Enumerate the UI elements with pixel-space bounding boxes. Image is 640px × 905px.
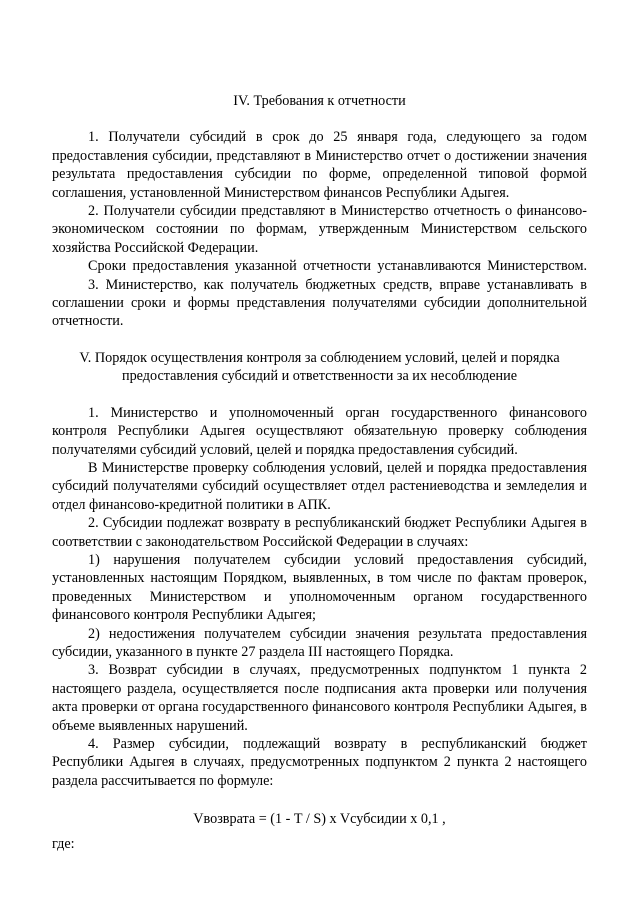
section-5-paragraph-7: 4. Размер субсидии, подлежащий возврату в республиканский бюджет Республики Адыгея в случаях, предусмотренных подпунктом 2 пункта 2 настоящего раздела рассчитывается по формуле: <box>52 736 587 789</box>
refund-formula: Vвозврата = (1 - T / S) x Vсубсидии x 0,1 , <box>193 811 446 828</box>
section-5-paragraph-4: 1) нарушения получателем субсидии условий предоставления субсидий, установленных настоящим Порядком, выявленных, в том числе по фактам проверок, проведенных Министерством и уполномоченным органом государственного финансового контроля Республики Адыгея; <box>52 551 587 624</box>
formula-where-label: где: <box>52 835 75 852</box>
section-5-title: V. Порядок осуществления контроля за соблюдением условий, целей и порядка предоставления субсидий и ответственности за их несоблюдение <box>79 349 560 385</box>
section-4-paragraph-3: Сроки предоставления указанной отчетности устанавливаются Министерством. <box>88 258 587 275</box>
section-5-paragraph-5: 2) недостижения получателем субсидии значения результата предоставления субсидии, указанного в пункте 27 раздела III настоящего Порядка. <box>52 625 587 660</box>
section-5-paragraph-3: 2. Субсидии подлежат возврату в республиканский бюджет Республики Адыгея в соответствии с законодательством Российской Федерации в случаях: <box>52 515 587 550</box>
document-page <box>52 92 587 853</box>
section-4-paragraph-2: 2. Получатели субсидии представляют в Министерство отчетность о финансово-экономическом состоянии по формам, утвержденным Министерством сельского хозяйства Российской Федерации. <box>52 203 587 256</box>
section-4-title: IV. Требования к отчетности <box>233 93 406 109</box>
section-4-paragraph-1: 1. Получатели субсидий в срок до 25 января года, следующего за годом предоставления субсидии, представляют в Министерство отчет о достижении значения результата предоставления субсидии по форме, определенной типовой формой соглашения, установленной Министерством финансов Республики Адыгея. <box>52 129 587 201</box>
section-5-paragraph-2: В Министерстве проверку соблюдения условий, целей и порядка предоставления субсидий получателями субсидий осуществляет отдел растениеводства и земледелия и отдел финансово-кредитной политики в АПК. <box>52 459 587 513</box>
section-5-paragraph-1: 1. Министерство и уполномоченный орган государственного финансового контроля Республики Адыгея осуществляют обязательную проверку соблюдения получателями субсидий условий, целей и порядка предоставления субсидий. <box>52 404 587 458</box>
section-4-paragraph-4: 3. Министерство, как получатель бюджетных средств, вправе устанавливать в соглашении сроки и формы представления получателями субсидии дополнительной отчетности. <box>52 276 587 330</box>
section-5-paragraph-6: 3. Возврат субсидии в случаях, предусмотренных подпунктом 1 пункта 2 настоящего раздела, осуществляется после подписания акта проверки или получения акта проверки от органа государственного финансового контроля Республики Адыгея, в объеме выявленных нарушений. <box>52 662 587 734</box>
